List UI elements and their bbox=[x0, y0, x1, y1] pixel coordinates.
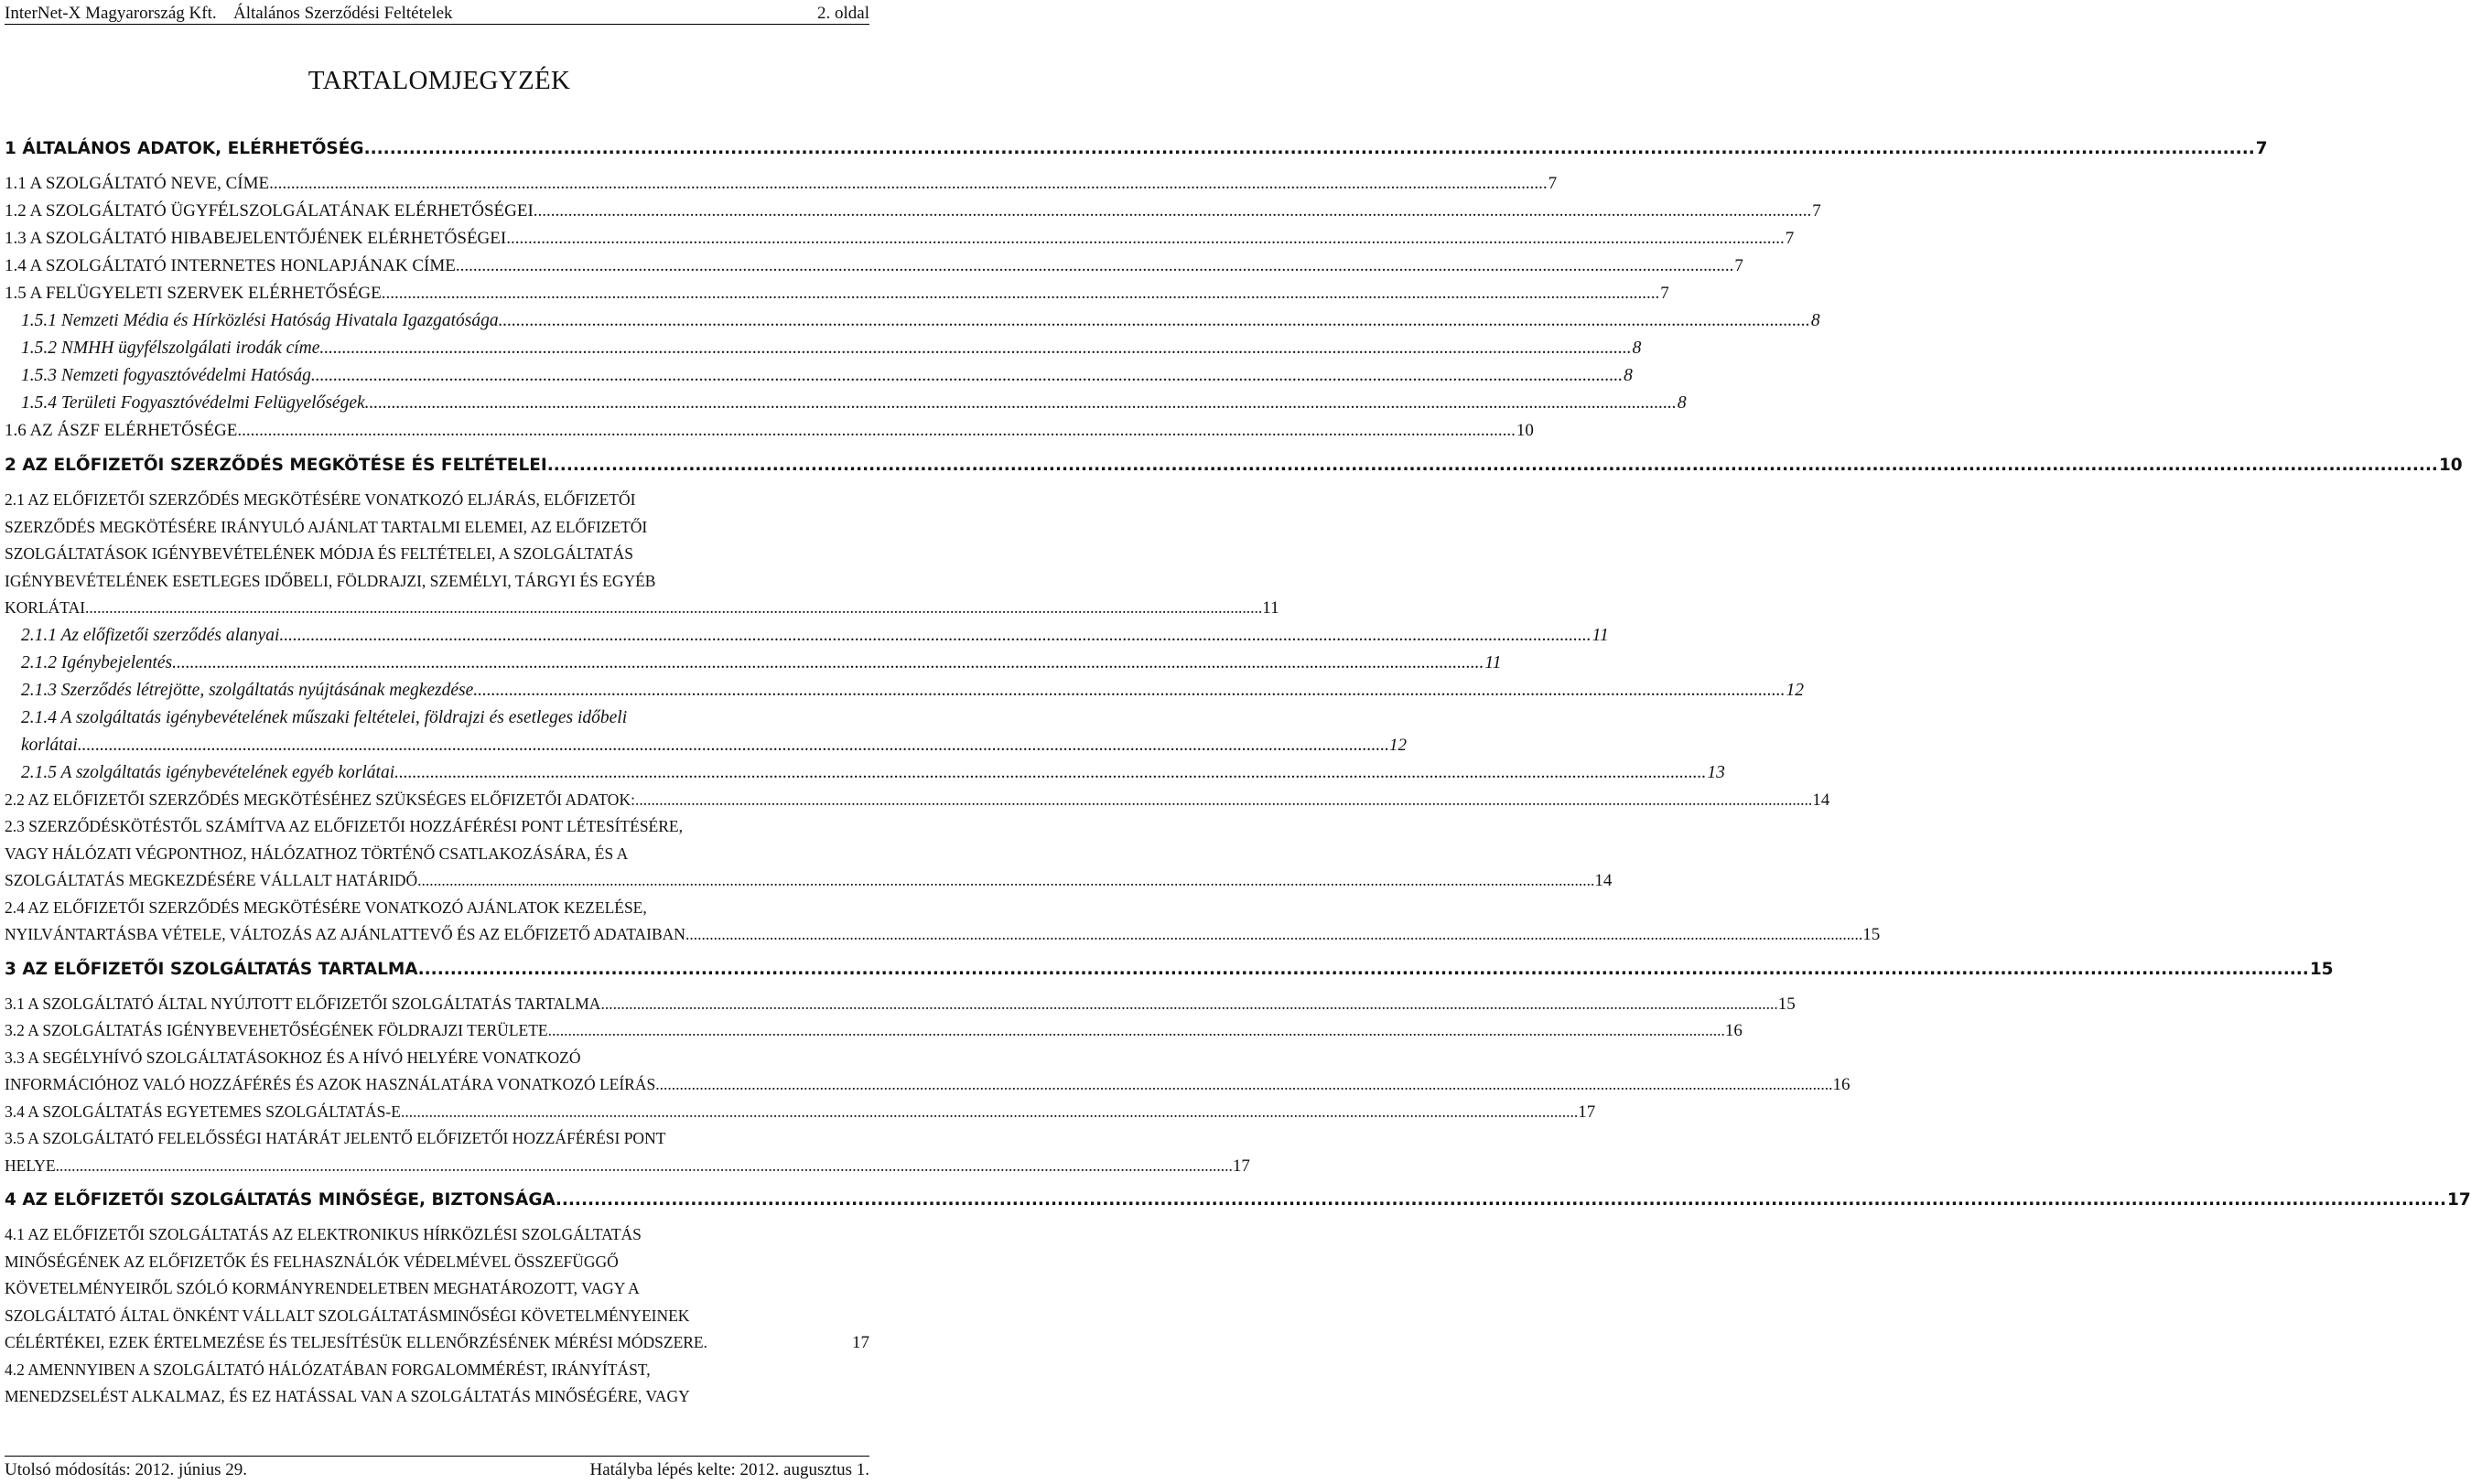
toc-entry-page: 12 bbox=[1786, 680, 1805, 700]
toc-entry-2-1-4[interactable] bbox=[5, 704, 1407, 759]
toc-entry-page: 11 bbox=[1262, 598, 1279, 618]
toc-entry-page: 10 bbox=[1516, 421, 1534, 440]
toc-entry-page: 7 bbox=[1812, 201, 1821, 220]
toc-leader-dots bbox=[394, 759, 1706, 787]
toc-leader-dots bbox=[655, 1071, 1832, 1099]
toc-leader-dots bbox=[319, 335, 1631, 362]
toc-entry-text: 1.4 A SZOLGÁLTATÓ INTERNETES HONLAPJÁNAK CÍME bbox=[5, 256, 456, 275]
toc-entry-1-5-3[interactable] bbox=[5, 362, 1633, 390]
header-page-number: 2. oldal bbox=[817, 4, 869, 23]
toc-leader-dots bbox=[506, 225, 1785, 253]
toc-entry-text: 2.2 AZ ELŐFIZETŐI SZERZŐDÉS MEGKÖTÉSÉHEZ SZÜKSÉGES ELŐFIZETŐI ADATOK: bbox=[5, 790, 635, 809]
toc-entry-page: 17 bbox=[852, 1333, 869, 1352]
header-company: InterNet-X Magyarország Kft. bbox=[5, 4, 217, 23]
toc-entry-line: VAGY HÁLÓZATI VÉGPONTHOZ, HÁLÓZATHOZ TÖRTÉNŐ CSATLAKOZÁSÁRA, ÉS A bbox=[5, 844, 629, 863]
toc-entry-1-3[interactable] bbox=[5, 225, 1795, 253]
toc-entry-line: 3.3 A SEGÉLYHÍVÓ SZOLGÁLTATÁSOKHOZ ÉS A HÍVÓ HELYÉRE VONATKOZÓ bbox=[5, 1048, 581, 1067]
toc-entry-text: 1.5.2 NMHH ügyfélszolgálati irodák címe bbox=[21, 339, 320, 358]
toc-entry-line: MENEDZSELÉST ALKALMAZ, ÉS EZ HATÁSSAL VAN A SZOLGÁLTATÁS MINŐSÉGÉRE, VAGY bbox=[5, 1387, 690, 1405]
toc-entry-page: 7 bbox=[1548, 174, 1558, 193]
toc-entry-text: 2.1.3 Szerződés létrejötte, szolgáltatás nyújtásának megkezdése bbox=[21, 680, 474, 700]
toc-leader-dots bbox=[382, 280, 1660, 307]
toc-entry-text: INFORMÁCIÓHOZ VALÓ HOZZÁFÉRÉS ÉS AZOK HASZNÁLATÁRA VONATKOZÓ LEÍRÁS bbox=[5, 1075, 656, 1093]
toc-entry-text: 1.3 A SZOLGÁLTATÓ HIBABEJELENTŐJÉNEK ELÉRHETŐSÉGEI bbox=[5, 229, 507, 248]
toc-entry-text: 1.5 A FELÜGYELETI SZERVEK ELÉRHETŐSÉGE bbox=[5, 284, 382, 303]
toc-entry-4-1[interactable] bbox=[5, 1221, 869, 1357]
toc-entry-2-1-5[interactable] bbox=[5, 759, 1725, 787]
toc-entry-text: 3.4 A SZOLGÁLTATÁS EGYETEMES SZOLGÁLTATÁS-E bbox=[5, 1102, 401, 1121]
toc-entry-text: 3 AZ ELŐFIZETŐI SZOLGÁLTATÁS TARTALMA bbox=[5, 959, 418, 979]
toc-leader-dots bbox=[547, 450, 2438, 481]
toc-leader-dots bbox=[534, 198, 1812, 225]
toc-entry-text: 1.2 A SZOLGÁLTATÓ ÜGYFÉLSZOLGÁLATÁNAK ELÉRHETŐSÉGEI bbox=[5, 201, 534, 220]
toc-entry-2-2[interactable] bbox=[5, 787, 1830, 814]
toc-entry-1-6[interactable] bbox=[5, 417, 1534, 445]
toc-leader-dots bbox=[417, 867, 1594, 895]
toc-entry-4-2[interactable] bbox=[5, 1357, 869, 1411]
toc-entry-1-5-4[interactable] bbox=[5, 390, 1687, 417]
toc-entry-page: 16 bbox=[1832, 1075, 1851, 1094]
toc-entry-line: KÖVETELMÉNYEIRŐL SZÓLÓ KORMÁNYRENDELETBEN MEGHATÁROZOTT, VAGY A bbox=[5, 1279, 640, 1297]
toc-entry-2-1-2[interactable] bbox=[5, 650, 1502, 677]
toc-entry-1-4[interactable] bbox=[5, 253, 1743, 280]
toc-entry-page: 7 bbox=[1734, 256, 1743, 275]
toc-leader-dots bbox=[172, 650, 1484, 677]
toc-entry-2-1[interactable] bbox=[5, 487, 1279, 622]
toc-entry-page: 7 bbox=[1785, 229, 1795, 248]
toc-entry-1-5-1[interactable] bbox=[5, 307, 1820, 335]
toc-leader-dots bbox=[600, 991, 1777, 1018]
toc-entry-2[interactable] bbox=[5, 450, 2463, 481]
toc-leader-dots bbox=[401, 1099, 1578, 1126]
toc-entry-text: SZOLGÁLTATÁS MEGKEZDÉSÉRE VÁLLALT HATÁRIDŐ bbox=[5, 871, 418, 889]
toc-entry-page: 15 bbox=[1862, 925, 1881, 944]
toc-entry-1[interactable] bbox=[5, 134, 2268, 165]
toc-entry-3-1[interactable] bbox=[5, 991, 1796, 1018]
toc-entry-text: 3.1 A SZOLGÁLTATÓ ÁLTAL NYÚJTOTT ELŐFIZETŐI SZOLGÁLTATÁS TARTALMA bbox=[5, 994, 601, 1013]
toc-entry-page: 17 bbox=[2447, 1190, 2471, 1210]
toc-entry-text: 1.5.3 Nemzeti fogyasztóvédelmi Hatóság bbox=[21, 366, 311, 385]
toc-leader-dots bbox=[78, 732, 1389, 759]
toc-leader-dots bbox=[364, 134, 2255, 165]
toc-entry-line: IGÉNYBEVÉTELÉNEK ESETLEGES IDŐBELI, FÖLDRAJZI, SZEMÉLYI, TÁRGYI ÉS EGYÉB bbox=[5, 571, 656, 590]
toc-entry-page: 16 bbox=[1724, 1021, 1743, 1040]
toc-entry-page: 14 bbox=[1594, 871, 1613, 890]
toc-entry-line: SZOLGÁLTATÓ ÁLTAL ÖNKÉNT VÁLLALT SZOLGÁLTATÁSMINŐSÉGI KÖVETELMÉNYEINEK bbox=[5, 1306, 690, 1325]
toc-leader-dots bbox=[685, 921, 1862, 949]
toc-entry-page: 8 bbox=[1677, 393, 1687, 413]
toc-leader-dots bbox=[418, 954, 2309, 985]
toc-entry-text: HELYE bbox=[5, 1156, 56, 1175]
toc-entry-2-1-1[interactable] bbox=[5, 622, 1609, 650]
toc-entry-page: 13 bbox=[1707, 762, 1725, 782]
toc-entry-text: 1.6 AZ ÁSZF ELÉRHETŐSÉGE bbox=[5, 421, 238, 440]
toc-entry-line: 3.5 A SZOLGÁLTATÓ FELELŐSSÉGI HATÁRÁT JELENTŐ ELŐFIZETŐI HOZZÁFÉRÉSI PONT bbox=[5, 1129, 666, 1147]
toc-entry-4[interactable] bbox=[5, 1185, 2471, 1216]
toc-entry-page: 8 bbox=[1810, 311, 1820, 330]
toc-leader-dots bbox=[635, 787, 1812, 814]
toc-entry-text: 1.5.1 Nemzeti Média és Hírközlési Hatóság Hivatala Igazgatósága bbox=[21, 311, 499, 330]
toc-leader-dots bbox=[269, 170, 1548, 198]
toc-entry-page: 10 bbox=[2438, 456, 2463, 475]
toc-entry-line: 4.1 AZ ELŐFIZETŐI SZOLGÁLTATÁS AZ ELEKTRONIKUS HÍRKÖZLÉSI SZOLGÁLTATÁS bbox=[5, 1225, 642, 1243]
toc-entry-text: 2.1.1 Az előfizetői szerződés alanyai bbox=[21, 625, 280, 645]
toc-leader-dots bbox=[473, 677, 1785, 704]
toc-entry-1-5[interactable] bbox=[5, 280, 1669, 307]
toc-leader-dots bbox=[548, 1017, 1725, 1045]
toc-entry-3-4[interactable] bbox=[5, 1099, 1596, 1126]
page-footer bbox=[5, 1456, 869, 1484]
toc-leader-dots bbox=[499, 307, 1810, 335]
footer-last-modified: Utolsó módosítás: 2012. június 29. bbox=[5, 1460, 247, 1479]
toc-entry-1-1[interactable] bbox=[5, 170, 1558, 198]
toc-entry-text: 2.1.5 A szolgáltatás igénybevételének egyéb korlátai bbox=[21, 762, 395, 782]
toc-leader-dots bbox=[556, 1185, 2446, 1216]
toc-entry-line: 2.4 AZ ELŐFIZETŐI SZERZŐDÉS MEGKÖTÉSÉRE VONATKOZÓ AJÁNLATOK KEZELÉSE, bbox=[5, 898, 647, 917]
toc-entry-1-2[interactable] bbox=[5, 198, 1821, 225]
toc-entry-text: korlátai bbox=[21, 735, 78, 755]
toc-entry-page: 11 bbox=[1592, 625, 1609, 645]
toc-entry-text: NYILVÁNTARTÁSBA VÉTELE, VÁLTOZÁS AZ AJÁNLATTEVŐ ÉS AZ ELŐFIZETŐ ADATAIBAN bbox=[5, 925, 685, 943]
toc-title: TARTALOMJEGYZÉK bbox=[308, 66, 571, 95]
toc-entry-page: 17 bbox=[1578, 1102, 1596, 1122]
toc-entry-2-3[interactable] bbox=[5, 813, 1613, 895]
toc-entry-text: 1 ÁLTALÁNOS ADATOK, ELÉRHETŐSÉG bbox=[5, 139, 364, 158]
toc-entry-line: 2.1.4 A szolgáltatás igénybevételének műszaki feltételei, földrajzi és esetleges időbeli bbox=[21, 707, 628, 727]
header-document-title: Általános Szerződési Feltételek bbox=[233, 4, 453, 23]
footer-effective-date: Hatályba lépés kelte: 2012. augusztus 1. bbox=[589, 1460, 869, 1479]
toc-entry-2-1-3[interactable] bbox=[5, 677, 1805, 704]
toc-leader-dots bbox=[85, 595, 1262, 622]
toc-entry-text: 4 AZ ELŐFIZETŐI SZOLGÁLTATÁS MINŐSÉGE, BIZTONSÁGA bbox=[5, 1190, 556, 1210]
toc-leader-dots bbox=[456, 253, 1734, 280]
toc-entry-3-2[interactable] bbox=[5, 1017, 1743, 1045]
toc-entry-text: CÉLÉRTÉKEI, EZEK ÉRTELMEZÉSE ÉS TELJESÍTÉSÜK ELLENŐRZÉSÉNEK MÉRÉSI MÓDSZERE. bbox=[5, 1333, 707, 1351]
toc-entry-text: 2.1.2 Igénybejelentés bbox=[21, 652, 173, 672]
toc-entry-page: 15 bbox=[2309, 959, 2334, 979]
toc-entry-line: 4.2 AMENNYIBEN A SZOLGÁLTATÓ HÁLÓZATÁBAN FORGALOMMÉRÉST, IRÁNYÍTÁST, bbox=[5, 1360, 651, 1379]
toc-entry-line: MINŐSÉGÉNEK AZ ELŐFIZETŐK ÉS FELHASZNÁLÓK VÉDELMÉVEL ÖSSZEFÜGGŐ bbox=[5, 1252, 619, 1271]
toc-entry-page: 8 bbox=[1624, 366, 1633, 385]
toc-entry-line: 2.3 SZERZŐDÉSKÖTÉSTŐL SZÁMÍTVA AZ ELŐFIZETŐI HOZZÁFÉRÉSI PONT LÉTESÍTÉSÉRE, bbox=[5, 817, 683, 835]
toc-entry-page: 11 bbox=[1484, 652, 1502, 672]
toc-leader-dots bbox=[311, 362, 1623, 390]
toc-entry-page: 7 bbox=[1660, 284, 1669, 303]
toc-leader-dots bbox=[237, 417, 1516, 445]
toc-entry-3-5[interactable] bbox=[5, 1125, 1250, 1179]
toc-entry-text: 1.1 A SZOLGÁLTATÓ NEVE, CÍME bbox=[5, 174, 270, 193]
toc-leader-dots bbox=[56, 1153, 1233, 1180]
toc-entry-2-4[interactable] bbox=[5, 895, 1881, 949]
toc-leader-dots bbox=[279, 622, 1591, 650]
toc-entry-3[interactable] bbox=[5, 954, 2334, 985]
toc-entry-line: 2.1 AZ ELŐFIZETŐI SZERZŐDÉS MEGKÖTÉSÉRE VONATKOZÓ ELJÁRÁS, ELŐFIZETŐI bbox=[5, 490, 636, 509]
toc-entry-line: SZOLGÁLTATÁSOK IGÉNYBEVÉTELÉNEK MÓDJA ÉS FELTÉTELEI, A SZOLGÁLTATÁS bbox=[5, 544, 633, 563]
toc-entry-text: 3.2 A SZOLGÁLTATÁS IGÉNYBEVEHETŐSÉGÉNEK FÖLDRAJZI TERÜLETE bbox=[5, 1021, 548, 1039]
toc-entry-page: 7 bbox=[2255, 139, 2268, 158]
table-of-contents bbox=[5, 128, 2471, 1411]
toc-entry-1-5-2[interactable] bbox=[5, 335, 1642, 362]
toc-entry-page: 12 bbox=[1389, 735, 1407, 755]
toc-entry-page: 15 bbox=[1777, 994, 1796, 1014]
toc-entry-page: 8 bbox=[1632, 339, 1642, 358]
toc-entry-line: SZERZŐDÉS MEGKÖTÉSÉRE IRÁNYULÓ AJÁNLAT TARTALMI ELEMEI, AZ ELŐFIZETŐI bbox=[5, 517, 648, 536]
toc-entry-3-3[interactable] bbox=[5, 1045, 1851, 1099]
toc-entry-text: KORLÁTAI bbox=[5, 598, 86, 617]
toc-entry-page: 14 bbox=[1812, 790, 1830, 810]
toc-entry-page: 17 bbox=[1232, 1156, 1250, 1176]
toc-entry-text: 1.5.4 Területi Fogyasztóvédelmi Felügyelőségek bbox=[21, 393, 365, 413]
toc-entry-text: 2 AZ ELŐFIZETŐI SZERZŐDÉS MEGKÖTÉSE ÉS FELTÉTELEI bbox=[5, 456, 547, 475]
page-header bbox=[5, 0, 869, 25]
toc-leader-dots bbox=[365, 390, 1677, 417]
